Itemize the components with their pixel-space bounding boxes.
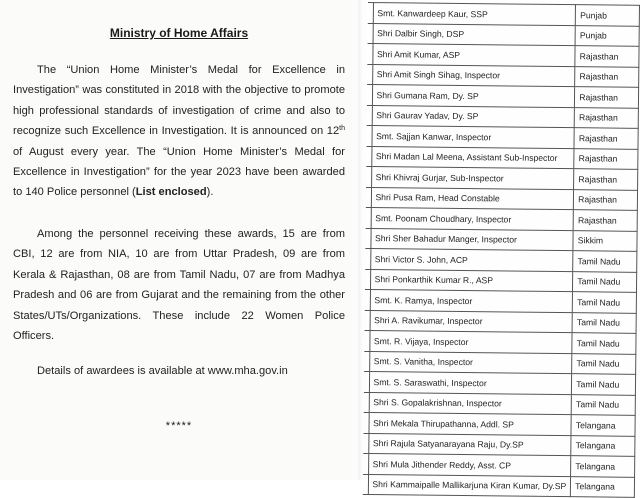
- awardee-table-body: [363, 2, 640, 497]
- statistics-text: Among the personnel receiving these awards, 15 are from CBI, 12 are from NIA, 10 are from Uttar Pradesh, 09 are from Kerala & Rajasthan, 08 are from Tamil Nadu, 07 are from Madhya Pradesh and 06 are from Gujarat and the remaining from the other States/UTs/Organizations. These include 22 Women Police Officers.: [13, 228, 345, 343]
- intro-bold-text: List enclosed: [135, 186, 207, 199]
- awardee-state-cell: Rajasthan: [574, 189, 638, 210]
- awardee-name-cell: Shri Mula Jithender Reddy, Asst. CP: [368, 454, 571, 477]
- intro-text-b: of August every year. The “Union Home Minister’s Medal for Excellence in Investigation” for the year 2023 have been awarded to 140 Police personnel (: [13, 145, 345, 199]
- awardee-state-cell: Sikkim: [573, 230, 637, 251]
- table-row: [364, 371, 636, 394]
- awardee-name-cell: Smt. Kanwardeep Kaur, SSP: [373, 3, 576, 26]
- awardee-state-cell: Telangana: [571, 456, 635, 477]
- table-row: [364, 392, 636, 415]
- awardee-state-cell: Rajasthan: [574, 169, 638, 190]
- awardee-state-cell: Rajasthan: [575, 87, 639, 108]
- awardee-name-cell: Smt. Sajjan Kanwar, Inspector: [372, 126, 575, 149]
- awardee-state-cell: Tamil Nadu: [573, 292, 637, 313]
- awardee-state-cell: Tamil Nadu: [573, 251, 637, 272]
- table-row: [368, 2, 640, 25]
- table-row: [367, 43, 639, 66]
- table-row: [363, 433, 635, 456]
- table-row: [364, 330, 636, 353]
- awardee-name-cell: Smt. Poonam Choudhary, Inspector: [371, 208, 574, 231]
- awardee-name-cell: Shri Amit Singh Sihag, Inspector: [372, 64, 575, 87]
- awardee-state-cell: Rajasthan: [575, 66, 639, 87]
- table-row: [367, 84, 639, 107]
- table-row: [365, 228, 637, 251]
- awardee-name-cell: Shri Madan Lal Meena, Assistant Sub-Inspector: [371, 146, 574, 169]
- table-row: [363, 453, 635, 476]
- awardee-state-cell: Rajasthan: [574, 128, 638, 149]
- table-row: [367, 64, 639, 87]
- awardee-name-cell: Smt. R. Vijaya, Inspector: [369, 331, 572, 354]
- table-row: [366, 187, 638, 210]
- table-row: [367, 105, 639, 128]
- awardee-name-cell: Shri A. Ravikumar, Inspector: [370, 310, 573, 333]
- awardee-name-cell: Smt. S. Vanitha, Inspector: [369, 351, 572, 374]
- awardee-name-cell: Shri Sher Bahadur Manger, Inspector: [370, 228, 573, 251]
- awardee-state-cell: Punjab: [575, 25, 639, 46]
- awardee-name-cell: Shri Amit Kumar, ASP: [372, 44, 575, 67]
- table-row: [364, 351, 636, 374]
- awardee-name-cell: Shri Victor S. John, ACP: [370, 249, 573, 272]
- intro-text-a: The “Union Home Minister’s Medal for Excellence in Investigation” was constituted in 2018 with the objective to promote high professional standards of investigation of crime and also to recognize such Excellence in Investigation. It is announced on 12: [13, 64, 345, 138]
- awardee-state-cell: Tamil Nadu: [572, 374, 636, 395]
- statistics-paragraph: [13, 224, 345, 346]
- table-row: [365, 269, 637, 292]
- awardee-name-cell: Shri S. Gopalakrishnan, Inspector: [369, 392, 572, 415]
- table-row: [366, 125, 638, 148]
- table-row: [366, 207, 638, 230]
- awardee-state-cell: Rajasthan: [575, 46, 639, 67]
- awardee-name-cell: Shri Dalbir Singh, DSP: [373, 23, 576, 46]
- awardee-state-cell: Punjab: [576, 5, 640, 26]
- awardee-state-cell: Telangana: [571, 476, 635, 497]
- table-row: [366, 166, 638, 189]
- intro-superscript: th: [339, 125, 345, 133]
- awardee-state-cell: Tamil Nadu: [571, 394, 635, 415]
- awardee-state-cell: Rajasthan: [574, 148, 638, 169]
- awardee-state-cell: Tamil Nadu: [572, 333, 636, 354]
- awardee-name-cell: Shri Ponkarthik Kumar R., ASP: [370, 269, 573, 292]
- intro-paragraph: [13, 60, 345, 203]
- intro-text-c: ).: [206, 186, 214, 199]
- awardee-name-cell: Shri Mekala Thirupathanna, Addl. SP: [369, 413, 572, 436]
- table-row: [365, 289, 637, 312]
- awardee-list-page: [364, 0, 640, 492]
- awardee-name-cell: Shri Kammaipalle Mallikarjuna Kiran Kumar, Dy.SP: [368, 474, 571, 497]
- details-line: Details of awardees is available at www.mha.gov.in: [37, 365, 288, 377]
- awardee-state-cell: Telangana: [571, 435, 635, 456]
- table-row: [363, 474, 635, 497]
- awardee-state-cell: Tamil Nadu: [573, 271, 637, 292]
- awardee-name-cell: Shri Rajula Satyanarayana Raju, Dy.SP: [368, 433, 571, 456]
- awardee-name-cell: Shri Gaurav Yadav, Dy. SP: [372, 105, 575, 128]
- page-title: Ministry of Home Affairs: [109, 26, 249, 40]
- awardee-name-cell: Shri Khivraj Gurjar, Sub-Inspector: [371, 167, 574, 190]
- awardee-name-cell: Shri Gumana Ram, Dy. SP: [372, 85, 575, 108]
- awardee-name-cell: Smt. S. Saraswathi, Inspector: [369, 372, 572, 395]
- table-row: [365, 248, 637, 271]
- awardee-state-cell: Rajasthan: [574, 107, 638, 128]
- awardee-state-cell: Rajasthan: [573, 210, 637, 231]
- awardee-state-cell: Tamil Nadu: [572, 312, 636, 333]
- awardee-name-cell: Shri Pusa Ram, Head Constable: [371, 187, 574, 210]
- awardee-state-cell: Tamil Nadu: [572, 353, 636, 374]
- table-row: [366, 146, 638, 169]
- table-row: [363, 412, 635, 435]
- awardee-state-cell: Telangana: [571, 415, 635, 436]
- awardee-name-cell: Smt. K. Ramya, Inspector: [370, 290, 573, 313]
- awardee-table: [363, 2, 640, 498]
- table-row: [365, 310, 637, 333]
- table-row: [368, 23, 640, 46]
- end-stars: *****: [165, 420, 193, 432]
